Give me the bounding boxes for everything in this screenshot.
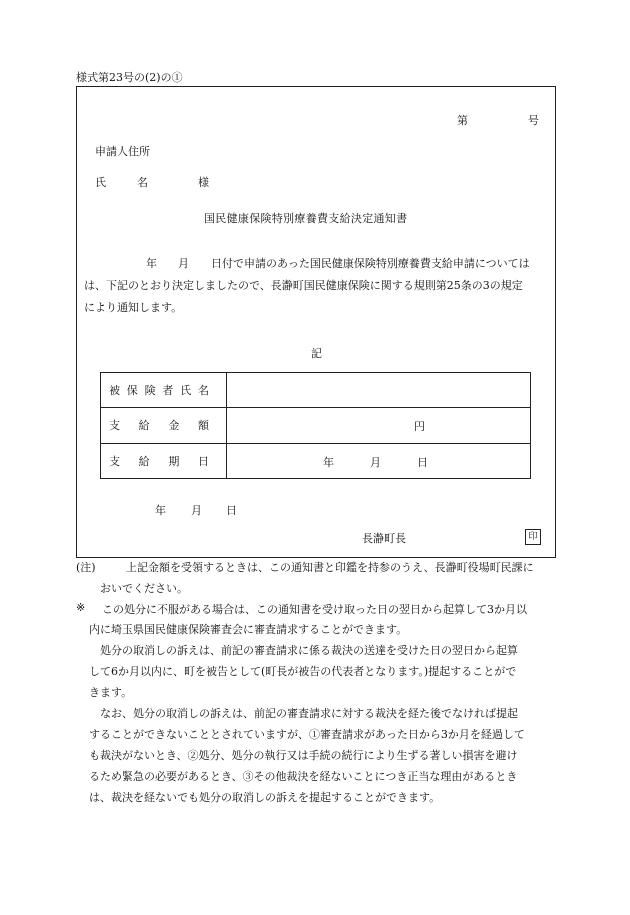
yen-unit: 円 xyxy=(414,420,425,434)
payment-date-label: 支 給 期 日 xyxy=(101,443,227,478)
applicant-honorific: 様 xyxy=(198,176,209,189)
body-line-1: 日付で申請のあった国民健康保険特別療養費支給申請については xyxy=(211,257,530,270)
lawsuit-line-2: して6か月以内に、町を被告として(町長が被告の代表者となります。)提起することがで xyxy=(89,665,517,678)
seal-mark: 印 xyxy=(525,529,541,545)
body-line-2: は、下記のとおり決定しましたので、長瀞町国民健康保険に関する規則第25条の3の規定 xyxy=(84,279,523,292)
form-id: 様式第23号の(2)の① xyxy=(76,71,183,84)
insured-name-value xyxy=(227,373,531,408)
number-suffix: 号 xyxy=(528,114,539,127)
insured-name-label: 被 保 険 者 氏 名 xyxy=(101,373,227,408)
appeal-line-2: 内に埼玉県国民健康保険審査会に審査請求することができます。 xyxy=(89,623,408,636)
payment-date-day: 日 xyxy=(417,455,428,469)
body-line-3: により通知します。 xyxy=(84,301,183,314)
exception-line-4: るため緊急の必要があるとき、③その他裁決を経ないことにつき正当な理由があるとき xyxy=(89,770,518,783)
table-row xyxy=(101,443,531,478)
note-1-line-2: おいでください。 xyxy=(100,582,188,595)
reference-mark: ※ xyxy=(76,601,86,614)
table-row xyxy=(101,408,531,443)
issue-date-year: 年 xyxy=(155,504,166,517)
payment-date-year: 年 xyxy=(323,455,334,469)
number-prefix: 第 xyxy=(457,114,468,127)
payment-date-value xyxy=(227,443,531,478)
lawsuit-line-3: きます。 xyxy=(89,686,133,699)
payment-date-month: 月 xyxy=(370,455,381,469)
issue-date-month: 月 xyxy=(191,504,202,517)
document-title: 国民健康保険特別療養費支給決定通知書 xyxy=(204,212,408,225)
ki-mark: 記 xyxy=(311,347,322,360)
issuer-title: 長瀞町長 xyxy=(362,532,406,545)
exception-line-2: することができないこととされていますが、①審査請求があった日から3か月を経過して xyxy=(89,728,525,741)
appeal-line-1: この処分に不服がある場合は、この通知書を受け取った日の翌日から起算して3か月以 xyxy=(102,603,527,616)
exception-line-3: も裁決がないとき、②処分、処分の執行又は手続の続行により生ずる著しい損害を避け xyxy=(89,749,518,762)
body-year: 年 xyxy=(146,257,157,270)
applicant-name-char-2: 名 xyxy=(137,176,148,189)
exception-line-5: は、裁決を経ないでも処分の取消しの訴えを提起することができます。 xyxy=(89,791,441,804)
record-table xyxy=(100,372,531,479)
exception-line-1: なお、処分の取消しの訴えは、前記の審査請求に対する裁決を経た後でなければ提起 xyxy=(100,707,518,720)
table-row xyxy=(101,373,531,408)
payment-amount-value xyxy=(227,408,531,443)
lawsuit-line-1: 処分の取消しの訴えは、前記の審査請求に係る裁決の送達を受けた日の翌日から起算 xyxy=(100,644,518,657)
applicant-name-char-1: 氏 xyxy=(95,176,106,189)
note-1-line-1: 上記金額を受領するときは、この通知書と印鑑を持参のうえ、長瀞町役場町民課に xyxy=(126,561,534,574)
issue-date-day: 日 xyxy=(226,504,237,517)
payment-amount-label: 支 給 金 額 xyxy=(101,408,227,443)
applicant-address-label: 申請人住所 xyxy=(95,145,150,158)
body-month: 月 xyxy=(178,257,189,270)
note-label: (注) xyxy=(76,561,96,574)
